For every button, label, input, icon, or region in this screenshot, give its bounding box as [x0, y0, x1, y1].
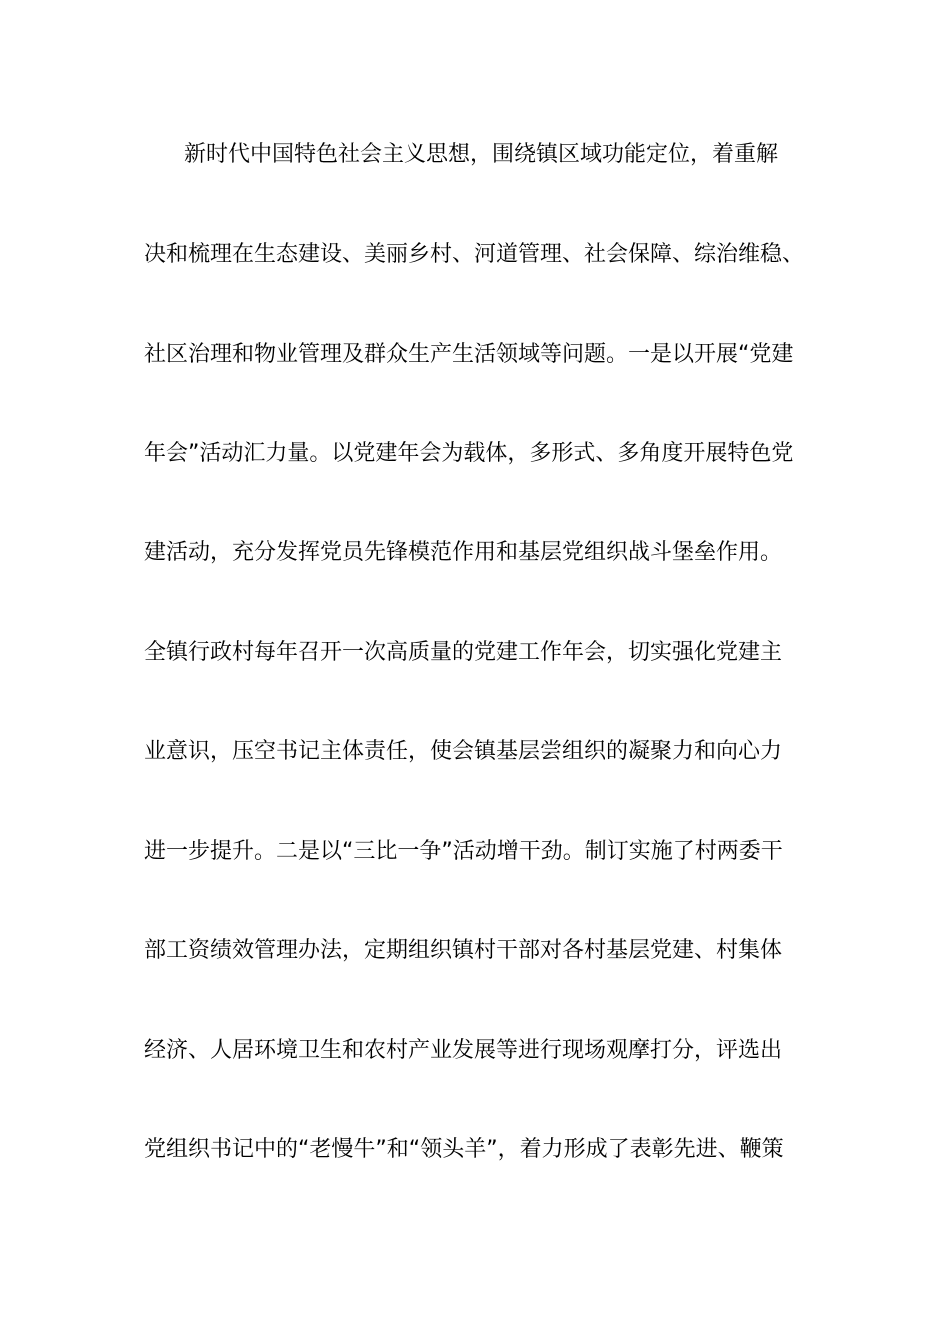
text-line-9: 部工资绩效管理办法，定期组织镇村干部对各村基层党建、村集体	[144, 938, 783, 963]
text-line-3: 社区治理和物业管理及群众生产生活领域等问题。一是以开展“党建	[144, 342, 794, 367]
text-line-5: 建活动，充分发挥党员先锋模范作用和基层党组织战斗堡垒作用。	[144, 540, 783, 565]
text-line-1: 新时代中国特色社会主义思想，围绕镇区域功能定位，着重解	[184, 142, 779, 167]
text-line-2: 决和梳理在生态建设、美丽乡村、河道管理、社会保障、综治维稳、	[144, 242, 805, 267]
text-line-8: 进一步提升。二是以“三比一争”活动增干劲。制订实施了村两委干	[144, 839, 783, 864]
text-line-4: 年会”活动汇力量。以党建年会为载体，多形式、多角度开展特色党	[144, 441, 794, 466]
text-line-11: 党组织书记中的“老慢牛”和“领头羊”，着力形成了表彰先进、鞭策	[144, 1137, 784, 1162]
text-line-10: 经济、人居环境卫生和农村产业发展等进行现场观摩打分，评选出	[144, 1038, 783, 1063]
text-line-6: 全镇行政村每年召开一次高质量的党建工作年会，切实强化党建主	[144, 640, 783, 665]
text-line-7: 业意识，压空书记主体责任，使会镇基层尝组织的凝聚力和向心力	[144, 739, 783, 764]
